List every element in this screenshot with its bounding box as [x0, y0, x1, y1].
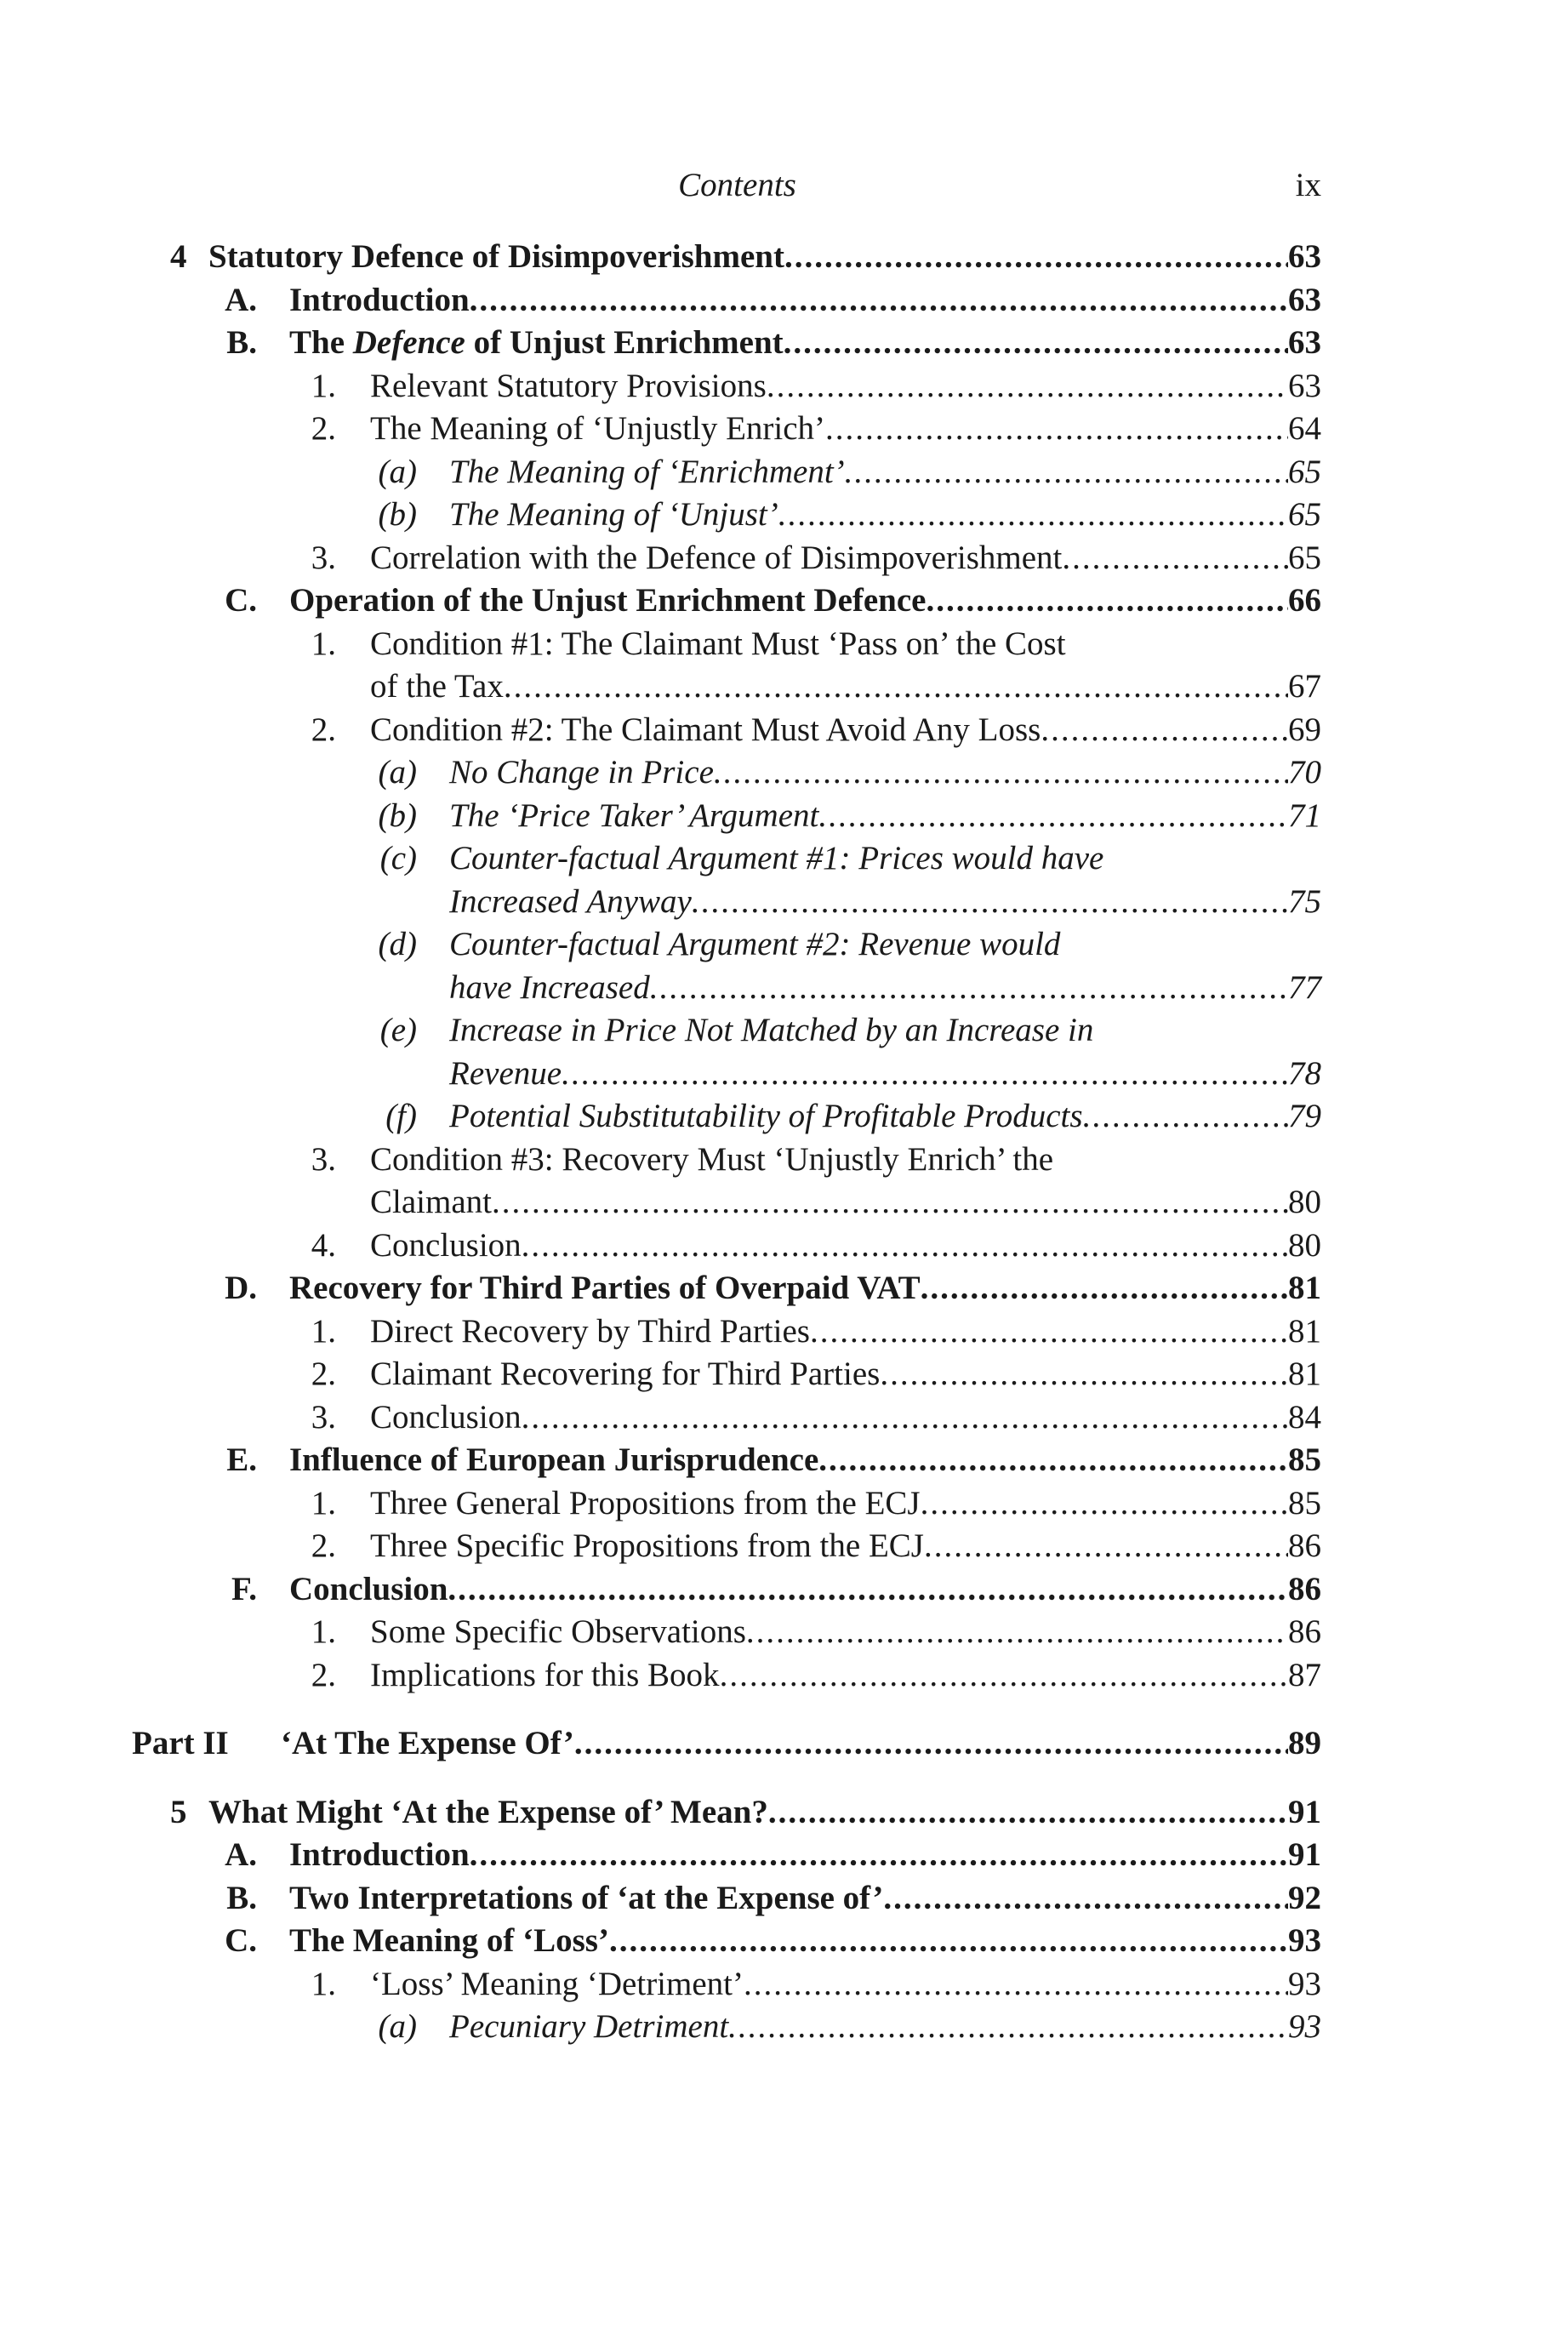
toc-entry-page: 63: [1288, 281, 1321, 318]
toc-entry[interactable]: [170, 623, 1321, 665]
toc-entry-title: Statutory Defence of Disimpoverishment: [208, 238, 784, 275]
toc-entry-number: (e): [379, 1012, 417, 1048]
toc-entry[interactable]: [170, 1568, 1321, 1611]
toc-entry-page: 63: [1288, 367, 1321, 404]
dot-leader: [746, 1611, 1288, 1653]
running-header-title: Contents: [678, 167, 796, 203]
toc-entry[interactable]: [170, 236, 1321, 278]
dot-leader: [784, 322, 1288, 364]
toc-entry-number: 1.: [311, 1613, 336, 1650]
toc-entry-title: Conclusion: [370, 1398, 522, 1436]
toc-entry-title: Claimant: [370, 1184, 492, 1220]
toc-entry-title: Relevant Statutory Provisions: [370, 367, 767, 404]
toc-entry-title: Correlation with the Defence of Disimpoverishment: [370, 539, 1063, 576]
dot-leader: [880, 1353, 1288, 1396]
dot-leader: [1041, 709, 1288, 751]
toc-entry-title: The Meaning of ‘Loss’: [289, 1922, 609, 1959]
toc-entry[interactable]: [170, 1439, 1321, 1481]
toc-entry-title: Condition #1: The Claimant Must ‘Pass on’ the Cost: [370, 625, 1066, 662]
toc-entry[interactable]: [170, 1267, 1321, 1310]
toc-entry-page: 65: [1288, 496, 1321, 533]
toc-entry-page: 84: [1288, 1398, 1321, 1436]
toc-entry-number: 4.: [311, 1226, 336, 1264]
toc-entry-number: E.: [226, 1441, 257, 1478]
toc-entry-page: 77: [1288, 968, 1321, 1006]
dot-leader: [818, 795, 1288, 837]
toc-entry-title: Potential Substitutability of Profitable Products: [449, 1098, 1083, 1134]
toc-entry-title: Counter-factual Argument #1: Prices would have: [449, 840, 1104, 876]
dot-leader: [818, 1439, 1288, 1481]
dot-leader: [924, 1525, 1288, 1567]
toc-entry-number: (b): [378, 796, 417, 834]
toc-entry-title: Two Interpretations of ‘at the Expense of’: [289, 1879, 884, 1916]
toc-entry-title: Condition #2: The Claimant Must Avoid Any Loss: [370, 711, 1041, 748]
toc-entry-title: Introduction: [289, 1836, 470, 1873]
toc-entry-page: 80: [1288, 1184, 1321, 1220]
dot-leader: [768, 1791, 1288, 1834]
toc-entry-number: 1.: [311, 625, 336, 662]
toc-entry-page: 66: [1288, 582, 1321, 619]
toc-entry-page: 85: [1288, 1484, 1321, 1521]
toc-entry[interactable]: [132, 1722, 1321, 1765]
toc-entry-title: Three General Propositions from the ECJ: [370, 1484, 921, 1521]
toc-entry-page: 81: [1288, 1356, 1321, 1392]
toc-entry-page: 81: [1288, 1270, 1321, 1306]
dot-leader: [921, 1267, 1288, 1310]
toc-entry[interactable]: [170, 1791, 1321, 1834]
toc-entry-number: 1.: [311, 1312, 336, 1350]
toc-entry[interactable]: [170, 1225, 1321, 1267]
toc-entry[interactable]: [170, 1877, 1321, 1920]
dot-leader: [562, 1053, 1288, 1095]
dot-leader: [778, 494, 1288, 536]
toc-entry-page: 93: [1288, 1922, 1321, 1959]
toc-entry-page: 86: [1288, 1527, 1321, 1564]
toc-entry[interactable]: [170, 408, 1321, 450]
toc-entry-number: 2.: [311, 711, 336, 748]
toc-entry-number: 3.: [311, 539, 336, 576]
toc-entry-title: Pecuniary Detriment: [449, 2008, 729, 2045]
toc-entry-number: 3.: [311, 1140, 336, 1178]
toc-entry-title: Conclusion: [370, 1226, 522, 1264]
dot-leader: [1062, 537, 1288, 579]
toc-entry-title: Introduction: [289, 281, 470, 318]
toc-entry[interactable]: [170, 1053, 1321, 1095]
toc-entry-title: Counter-factual Argument #2: Revenue would: [449, 926, 1061, 962]
toc-entry-title: Revenue: [449, 1054, 562, 1092]
toc-entry-number: F.: [231, 1570, 257, 1607]
toc-entry-number: C.: [225, 1922, 257, 1959]
toc-entry-page: 85: [1288, 1441, 1321, 1478]
dot-leader: [504, 665, 1288, 708]
dot-leader: [728, 2006, 1288, 2048]
toc-entry-title: Condition #3: Recovery Must ‘Unjustly Enrich’ the: [370, 1140, 1054, 1178]
dot-leader: [926, 579, 1288, 622]
toc-entry-title: Recovery for Third Parties of Overpaid VAT: [289, 1270, 921, 1306]
dot-leader: [784, 236, 1288, 278]
toc-entry-title: Operation of the Unjust Enrichment Defence: [289, 582, 927, 619]
toc-entry-number: 2.: [311, 1527, 336, 1564]
toc-entry-page: 64: [1288, 410, 1321, 447]
running-header-page-number: ix: [1295, 167, 1321, 203]
toc-entry[interactable]: [170, 1009, 1321, 1052]
toc-entry-title: Direct Recovery by Third Parties: [370, 1312, 810, 1350]
toc-entry[interactable]: [170, 1482, 1321, 1525]
toc-entry-page: 91: [1288, 1793, 1321, 1830]
toc-entry-page: 86: [1288, 1570, 1321, 1607]
toc-entry[interactable]: [170, 1353, 1321, 1396]
toc-entry-title: The Meaning of ‘Enrichment’: [449, 453, 845, 490]
toc-entry-title: Three Specific Propositions from the ECJ: [370, 1527, 924, 1564]
toc-entry[interactable]: [170, 837, 1321, 880]
dot-leader: [650, 967, 1288, 1009]
dot-leader: [492, 1181, 1288, 1224]
toc-entry-page: 93: [1288, 1965, 1321, 2002]
toc-entry-number: (a): [378, 453, 417, 490]
toc-entry[interactable]: [170, 1396, 1321, 1439]
toc-entry-page: 75: [1288, 882, 1321, 920]
toc-entry-number: Part II: [132, 1725, 229, 1761]
dot-leader: [522, 1396, 1288, 1439]
toc-entry[interactable]: [170, 579, 1321, 622]
toc-entry[interactable]: [170, 967, 1321, 1009]
toc-entry-title: Some Specific Observations: [370, 1613, 746, 1650]
toc-entry-number: A.: [225, 1836, 257, 1873]
toc-entry-page: 81: [1288, 1312, 1321, 1350]
toc-entry[interactable]: [170, 365, 1321, 408]
toc-entry[interactable]: [170, 665, 1321, 708]
toc-entry-number: 5: [170, 1793, 187, 1830]
toc-entry-title: Conclusion: [289, 1570, 448, 1607]
dot-leader: [714, 751, 1288, 794]
dot-leader: [692, 881, 1288, 923]
toc-entry-number: 1.: [311, 1484, 336, 1521]
toc-entry[interactable]: [170, 881, 1321, 923]
toc-entry-number: 2.: [311, 1356, 336, 1392]
toc-entry-number: B.: [226, 1879, 257, 1916]
toc-entry-page: 71: [1288, 796, 1321, 834]
toc-entry-title: The ‘Price Taker’ Argument: [449, 796, 819, 834]
toc-entry-page: 67: [1288, 668, 1321, 705]
toc-entry-title: Implications for this Book: [370, 1656, 720, 1693]
toc-entry[interactable]: [170, 494, 1321, 536]
toc-entry[interactable]: [170, 1611, 1321, 1653]
toc-entry[interactable]: [170, 709, 1321, 751]
toc-entry[interactable]: [170, 1920, 1321, 1962]
toc-entry[interactable]: [170, 537, 1321, 579]
toc-entry-page: 79: [1288, 1098, 1321, 1134]
toc-entry-title: of the Tax: [370, 668, 504, 705]
dot-leader: [744, 1963, 1288, 2006]
dot-leader: [609, 1920, 1288, 1962]
toc-entry-page: 63: [1288, 324, 1321, 361]
toc-entry[interactable]: [170, 1139, 1321, 1181]
dot-leader: [883, 1877, 1288, 1920]
toc-entry-page: 93: [1288, 2008, 1321, 2045]
toc-entry-title: Increased Anyway: [449, 882, 692, 920]
toc-entry-number: 2.: [311, 1656, 336, 1693]
toc-entry-number: (d): [378, 926, 417, 962]
toc-entry[interactable]: [170, 1654, 1321, 1697]
toc-entry[interactable]: [170, 322, 1321, 364]
toc-entry-title: Increase in Price Not Matched by an Increase in: [449, 1012, 1094, 1048]
toc-entry-page: 87: [1288, 1656, 1321, 1693]
toc-entry-number: 2.: [311, 410, 336, 447]
toc-entry-number: (a): [378, 754, 417, 791]
dot-leader: [574, 1722, 1288, 1765]
toc-entry-number: (c): [379, 840, 417, 876]
toc-entry-title: have Increased: [449, 968, 650, 1006]
toc-entry[interactable]: [170, 751, 1321, 794]
toc-entry[interactable]: [170, 1963, 1321, 2006]
toc-entry-number: B.: [226, 324, 257, 361]
toc-entry[interactable]: [170, 1095, 1321, 1138]
toc-entry-title: No Change in Price: [449, 754, 714, 791]
toc-entry-page: 86: [1288, 1613, 1321, 1650]
toc-entry-page: 65: [1288, 453, 1321, 490]
toc-entry-title: The Defence of Unjust Enrichment: [289, 324, 784, 361]
toc-entry-number: 4: [170, 238, 187, 275]
toc-entry[interactable]: [170, 1525, 1321, 1567]
toc-entry-page: 63: [1288, 238, 1321, 275]
toc-entry[interactable]: [170, 1181, 1321, 1224]
dot-leader: [448, 1568, 1288, 1611]
toc-entry-page: 91: [1288, 1836, 1321, 1873]
toc-entry-page: 80: [1288, 1226, 1321, 1264]
toc-entry-title: ‘At The Expense Of’: [281, 1725, 574, 1761]
toc-entry-title: Influence of European Jurisprudence: [289, 1441, 819, 1478]
toc-entry-number: 1.: [311, 1965, 336, 2002]
toc-entry[interactable]: [170, 1834, 1321, 1876]
toc-entry-number: A.: [225, 281, 257, 318]
toc-entry-number: (b): [378, 496, 417, 533]
dot-leader: [470, 1834, 1288, 1876]
toc-entry[interactable]: [170, 279, 1321, 322]
toc-entry-number: D.: [225, 1270, 257, 1306]
dot-leader: [470, 279, 1288, 322]
toc-entry-page: 89: [1288, 1725, 1321, 1761]
toc-entry-number: 3.: [311, 1398, 336, 1436]
toc-entry[interactable]: [170, 2006, 1321, 2048]
dot-leader: [810, 1310, 1288, 1353]
toc-entry-page: 78: [1288, 1054, 1321, 1092]
toc-entry-number: 1.: [311, 367, 336, 404]
toc-entry[interactable]: [170, 451, 1321, 494]
dot-leader: [921, 1482, 1288, 1525]
toc-entry-number: C.: [225, 582, 257, 619]
toc-entry[interactable]: [170, 795, 1321, 837]
toc-entry-page: 69: [1288, 711, 1321, 748]
dot-leader: [1083, 1095, 1288, 1138]
toc-entry-title: What Might ‘At the Expense of’ Mean?: [208, 1793, 768, 1830]
toc-entry-title: The Meaning of ‘Unjustly Enrich’: [370, 410, 826, 447]
toc-entry-page: 92: [1288, 1879, 1321, 1916]
toc-entry-title: The Meaning of ‘Unjust’: [449, 496, 778, 533]
dot-leader: [720, 1654, 1288, 1697]
dot-leader: [845, 451, 1288, 494]
toc-entry-number: (f): [385, 1098, 417, 1134]
toc-entry[interactable]: [170, 923, 1321, 966]
toc-entry-page: 70: [1288, 754, 1321, 791]
toc-entry[interactable]: [170, 1310, 1321, 1353]
toc-entry-page: 65: [1288, 539, 1321, 576]
toc-entry-number: (a): [378, 2008, 417, 2045]
dot-leader: [767, 365, 1288, 408]
dot-leader: [825, 408, 1288, 450]
toc-entry-title: ‘Loss’ Meaning ‘Detriment’: [370, 1965, 744, 2002]
dot-leader: [522, 1225, 1288, 1267]
toc-entry-title: Claimant Recovering for Third Parties: [370, 1356, 881, 1392]
